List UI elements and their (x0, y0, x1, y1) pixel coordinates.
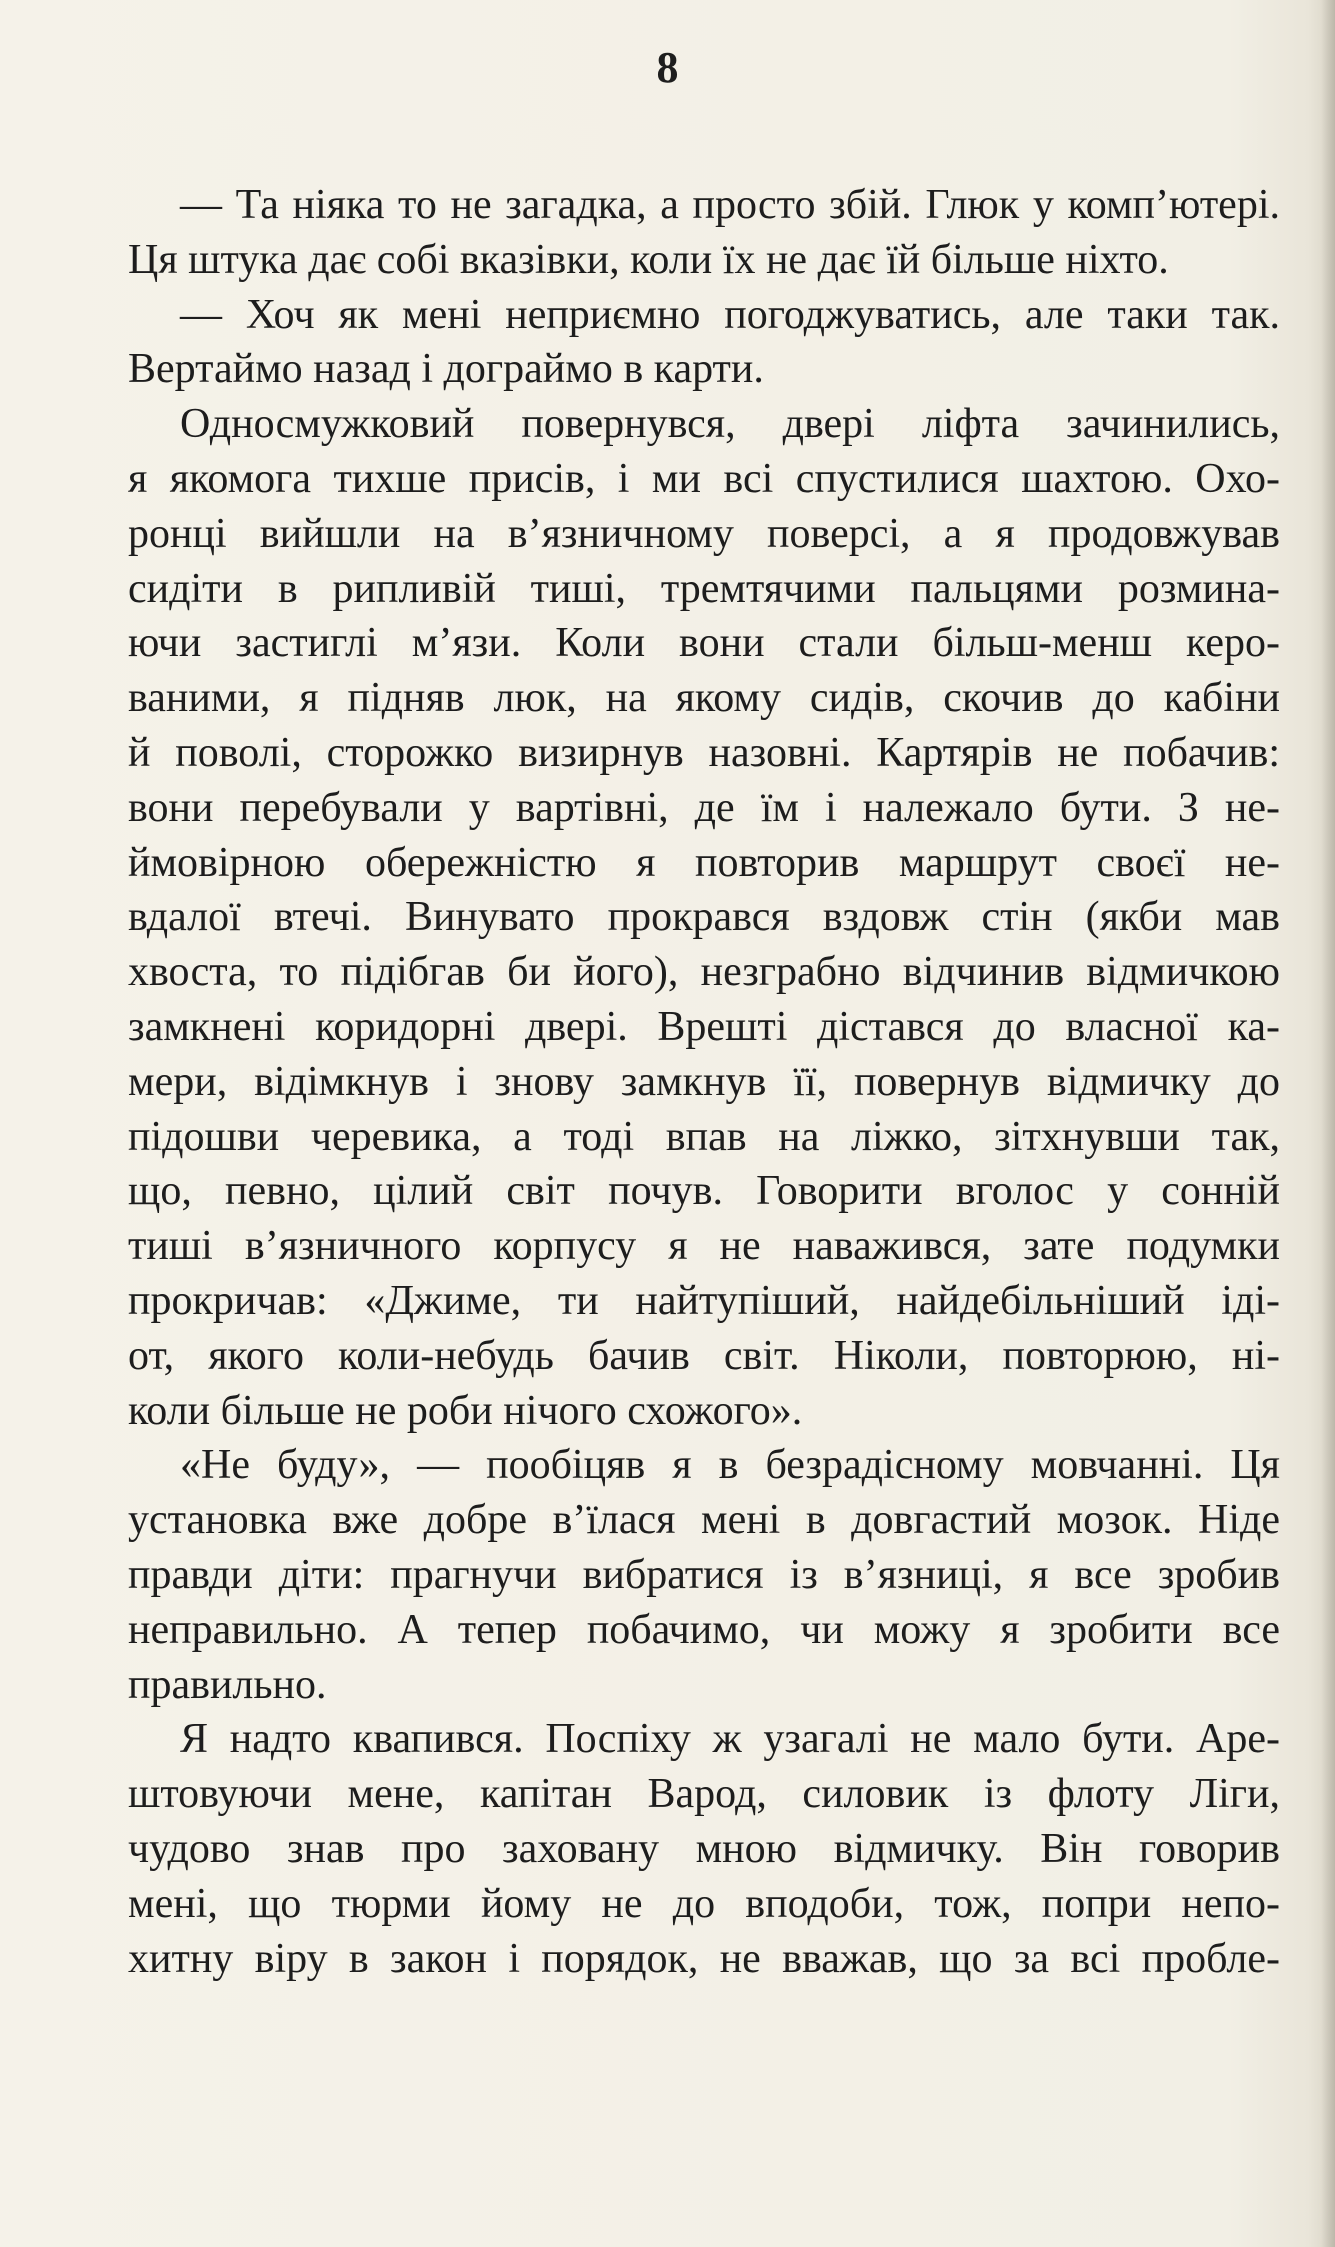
text-line: що, певно, цілий світ почув. Говорити вголос у сонній (128, 1168, 1280, 1215)
page-edge-shadow (1321, 0, 1335, 2247)
text-line: «Не буду», — пообіцяв я в безрадісному мовчанні. Ця (180, 1442, 1280, 1489)
text-line: вони перебували у вартівні, де їм і належало бути. З не- (128, 784, 1280, 831)
text-line: коли більше не роби нічого схожого». (128, 1387, 803, 1434)
text-line: ючи застиглі м’язи. Коли вони стали більш-менш керо- (128, 620, 1280, 667)
text-line: сидіти в рипливій тиші, тремтячими пальцями розмина- (128, 565, 1280, 612)
body-text (128, 178, 1280, 1986)
text-line: Ця штука дає собі вказівки, коли їх не дає їй більше ніхто. (128, 236, 1169, 283)
text-line: тиші в’язничного корпусу я не наважився, зате подумки (128, 1223, 1280, 1270)
page-number: 8 (656, 43, 679, 92)
text-line: установка вже добре в’їлася мені в довгастий мозок. Ніде (128, 1497, 1280, 1544)
text-line: правди діти: прагнучи вибратися із в’язниці, я все зробив (128, 1551, 1280, 1598)
text-line: чудово знав про заховану мною відмичку. Він говорив (128, 1825, 1280, 1872)
text-line: от, якого коли-небудь бачив світ. Ніколи, повторюю, ні- (128, 1332, 1280, 1379)
text-line: Я надто квапився. Поспіху ж узагалі не мало бути. Аре- (180, 1716, 1280, 1763)
text-line: — Та ніяка то не загадка, а просто збій. Глюк у комп’ютері. (180, 182, 1280, 228)
text-line: й поволі, сторожко визирнув назовні. Картярів не побачив: (128, 729, 1280, 776)
text-line: хитну віру в закон і порядок, не вважав, що за всі пробле- (128, 1935, 1280, 1982)
text-line: неправильно. А тепер побачимо, чи можу я зробити все (128, 1606, 1280, 1653)
text-line: прокричав: «Джиме, ти найтупіший, найдебільніший іді- (128, 1277, 1280, 1324)
text-line: Односмужковий повернувся, двері ліфта зачинились, (180, 401, 1280, 448)
text-line: ваними, я підняв люк, на якому сидів, скочив до кабіни (128, 675, 1280, 722)
text-line: мені, що тюрми йому не до вподоби, тож, попри непо- (128, 1880, 1280, 1927)
text-line: ронці вийшли на в’язничному поверсі, а я продовжував (128, 510, 1280, 557)
text-line: замкнені коридорні двері. Врешті дістався до власної ка- (128, 1003, 1280, 1050)
text-line: Вертаймо назад і дограймо в карти. (128, 346, 764, 393)
text-line: — Хоч як мені неприємно погоджуватись, але таки так. (180, 291, 1280, 338)
text-line: ймовірною обережністю я повторив маршрут своєї не- (128, 839, 1280, 886)
text-line: хвоста, то підібгав би його), незграбно відчинив відмичкою (128, 949, 1280, 996)
text-line: штовуючи мене, капітан Варод, силовик із флоту Ліги, (128, 1771, 1280, 1818)
text-line: я якомога тихше присів, і ми всі спустилися шахтою. Охо- (128, 455, 1280, 502)
text-line: підошви черевика, а тоді впав на ліжко, зітхнувши так, (128, 1113, 1280, 1160)
text-line: вдалої втечі. Винувато прокрався вздовж стін (якби мав (128, 894, 1280, 941)
text-line: мери, відімкнув і знову замкнув її, повернув відмичку до (128, 1058, 1280, 1105)
text-line: правильно. (128, 1661, 327, 1708)
